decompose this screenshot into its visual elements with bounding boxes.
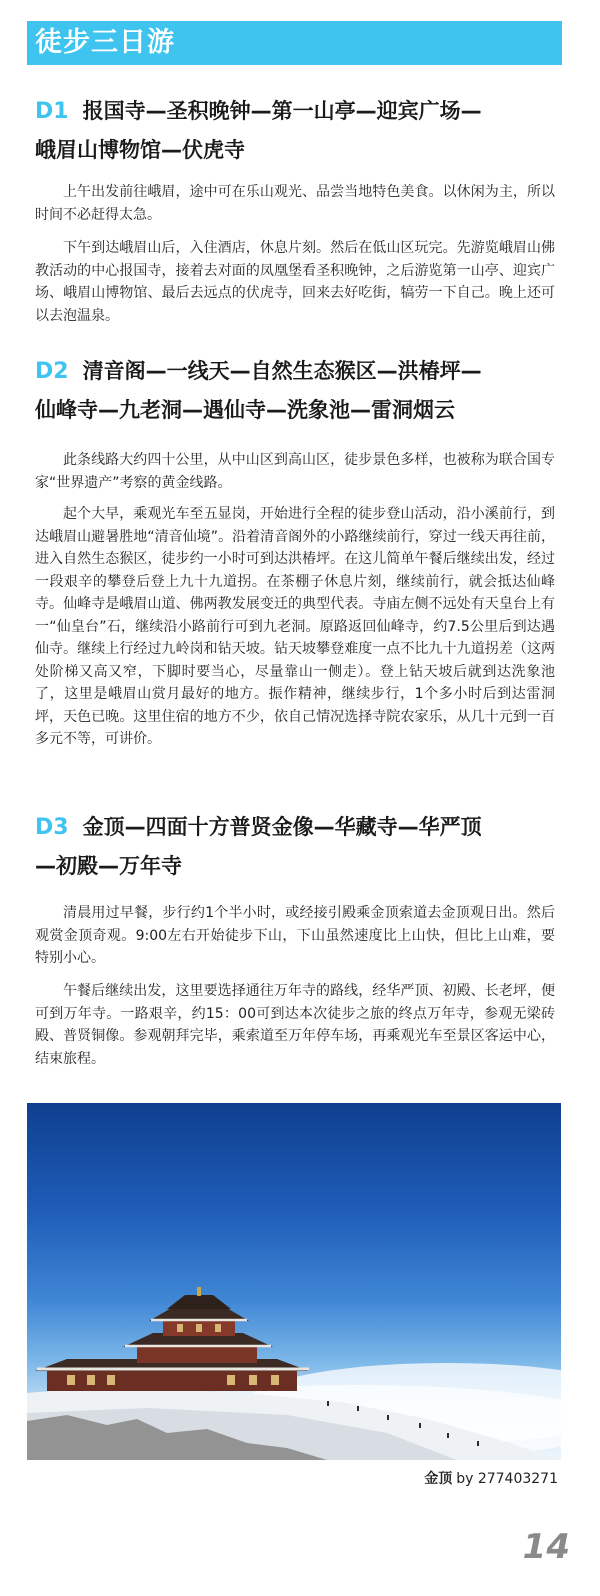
section-header-bar bbox=[27, 21, 562, 65]
golden-summit-illustration bbox=[27, 1103, 561, 1460]
day-1-heading bbox=[35, 92, 555, 169]
photo-caption bbox=[424, 1468, 558, 1488]
day-2-route-line-2: 仙峰寺—九老洞—遇仙寺—洗象池—雷洞烟云 bbox=[35, 398, 455, 422]
photo-caption-title: 金顶 bbox=[424, 1471, 453, 1487]
day-2-route-line-1: 清音阁—一线天—自然生态猴区—洪椿坪— bbox=[82, 359, 482, 383]
day-1-route-line-2: 峨眉山博物馆—伏虎寺 bbox=[35, 138, 245, 162]
day-3-tag: D3 bbox=[35, 815, 69, 840]
day-3-heading bbox=[35, 808, 555, 885]
day-3-paragraph-1: 清晨用过早餐，步行约1个半小时，或经接引殿乘金顶索道去金顶观日出。然后观赏金顶奇观。9:00左右开始徒步下山，下山虽然速度比上山快，但比上山难，要特别小心。 bbox=[35, 905, 555, 966]
day-1-tag: D1 bbox=[35, 99, 69, 124]
page-number: 14 bbox=[522, 1527, 570, 1567]
photo-caption-credit: by 277403271 bbox=[456, 1471, 558, 1487]
day-1-paragraph-1: 上午出发前往峨眉，途中可在乐山观光、品尝当地特色美食。以休闲为主，所以时间不必赶得太急。 bbox=[35, 184, 555, 223]
day-1-route-line-1: 报国寺—圣积晚钟—第一山亭—迎宾广场— bbox=[82, 99, 482, 123]
day-2-heading bbox=[35, 352, 555, 429]
day-2-paragraph-1: 此条线路大约四十公里，从中山区到高山区，徒步景色多样，也被称为联合国专家“世界遗产”考察的黄金线路。 bbox=[35, 452, 555, 491]
day-3-route-line-2: —初殿—万年寺 bbox=[35, 854, 182, 878]
day-2-tag: D2 bbox=[35, 359, 69, 384]
golden-summit-photo bbox=[27, 1103, 561, 1460]
day-3-route-line-1: 金顶—四面十方普贤金像—华藏寺—华严顶 bbox=[82, 815, 482, 839]
section-title: 徒步三日游 bbox=[35, 27, 175, 58]
day-2-paragraph-2: 起个大早，乘观光车至五显岗，开始进行全程的徒步登山活动，沿小溪前行，到达峨眉山避暑胜地“清音仙境”。沿着清音阁外的小路继续前行，穿过一线天再往前，进入自然生态猴区，徒步约一小时可到达洪椿坪。在这儿简单午餐后继续出发，经过一段艰辛的攀登后登上九十九道拐。在茶棚子休息片刻，继续前行，就会抵达仙峰寺。仙峰寺是峨眉山道、佛两教发展变迁的典型代表。寺庙左侧不远处有天皇台上有一“仙皇台”石，继续沿小路前行可到九老洞。原路返回仙峰寺，约7.5公里后到达遇仙寺。继续上行经过九岭岗和钻天坡。钻天坡攀登难度一点不比九十九道拐差（这两处阶梯又高又窄，下脚时要当心，尽量靠山一侧走）。登上钻天坡后就到达洗象池了，这里是峨眉山赏月最好的地方。振作精神，继续步行，1个多小时后到达雷洞坪，天色已晚。这里住宿的地方不少，依自己情况选择寺院农家乐，从几十元到一百多元不等，可讲价。 bbox=[35, 506, 555, 747]
day-1-paragraph-2: 下午到达峨眉山后，入住酒店，休息片刻。然后在低山区玩完。先游览峨眉山佛教活动的中心报国寺，接着去对面的凤凰堡看圣积晚钟，之后游览第一山亭、迎宾广场、峨眉山博物馆、最后去远点的伏虎寺，回来去好吃街，犒劳一下自己。晚上还可以去泡温泉。 bbox=[35, 240, 555, 324]
day-3-paragraph-2: 午餐后继续出发，这里要选择通往万年寺的路线，经华严顶、初殿、长老坪，便可到万年寺。一路艰辛，约15：00可到达本次徒步之旅的终点万年寺，参观无梁砖殿、普贤铜像。参观朝拜完毕，乘索道至万年停车场，再乘观光车至景区客运中心，结束旅程。 bbox=[35, 983, 555, 1067]
